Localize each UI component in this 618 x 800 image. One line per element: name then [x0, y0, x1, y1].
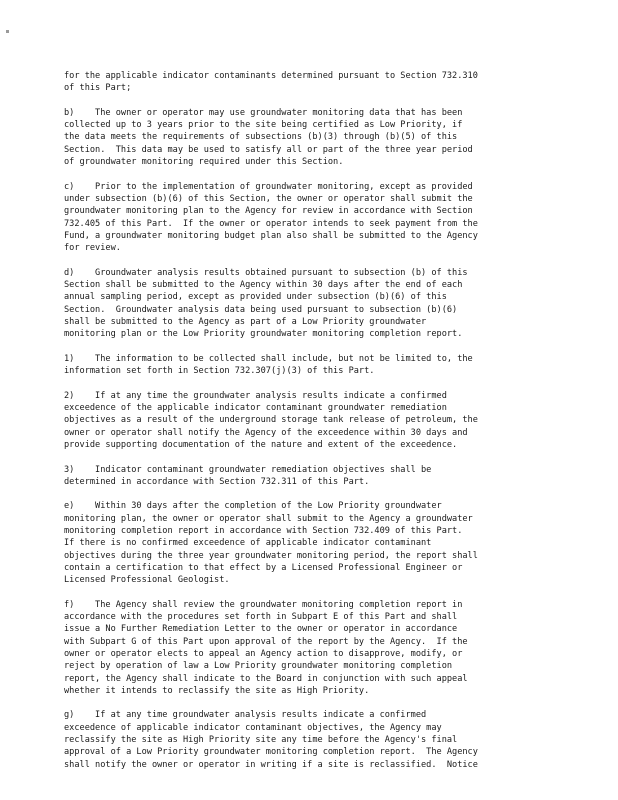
text-line: f) The Agency shall review the groundwater monitoring completion report in: [64, 599, 463, 610]
text-line: groundwater monitoring plan to the Agency for review in accordance with Section: [64, 206, 473, 217]
text-line: accordance with the procedures set forth in Subpart E of this Part and shall: [64, 612, 458, 623]
text-line: c) Prior to the implementation of groundwater monitoring, except as provided: [64, 181, 473, 192]
text-line: for the applicable indicator contaminants determined pursuant to Section 732.310: [64, 71, 478, 81]
text-line: owner or operator shall notify the Agency of the exceedence within 30 days and: [64, 427, 468, 438]
text-line: Licensed Professional Geologist.: [64, 575, 230, 586]
document-body: [64, 70, 554, 783]
paragraph-c: [64, 181, 554, 255]
text-line: monitoring completion report in accordance with Section 732.409 of this Part.: [64, 525, 463, 536]
text-line: e) Within 30 days after the completion of the Low Priority groundwater: [64, 501, 442, 512]
text-line: Fund, a groundwater monitoring budget plan also shall be submitted to the Agency: [64, 230, 478, 241]
text-line: exceedence of the applicable indicator contaminant groundwater remediation: [64, 403, 447, 414]
text-line: reclassify the site as High Priority site any time before the Agency's final: [64, 735, 458, 746]
text-line: provide supporting documentation of the nature and extent of the exceedence.: [64, 439, 458, 450]
paragraph-d3: [64, 464, 554, 489]
text-line: information set forth in Section 732.307(j)(3) of this Part.: [64, 366, 375, 377]
text-line: the data meets the requirements of subsections (b)(3) through (b)(5) of this: [64, 132, 458, 143]
text-line: 2) If at any time the groundwater analysis results indicate a confirmed: [64, 390, 447, 401]
text-line: approval of a Low Priority groundwater monitoring completion report. The Agency: [64, 747, 478, 758]
text-line: annual sampling period, except as provided under subsection (b)(6) of this: [64, 292, 447, 303]
text-line: 1) The information to be collected shall include, but not be limited to, the: [64, 353, 473, 364]
text-line: shall be submitted to the Agency as part of a Low Priority groundwater: [64, 316, 427, 327]
text-line: objectives as a result of the underground storage tank release of petroleum, the: [64, 415, 478, 426]
text-line: shall notify the owner or operator in writing if a site is reclassified. Notice: [64, 759, 478, 770]
paragraph-e: [64, 500, 554, 586]
text-line: If there is no confirmed exceedence of applicable indicator contaminant: [64, 538, 432, 549]
text-line: b) The owner or operator may use groundwater monitoring data that has been: [64, 107, 463, 118]
text-line: whether it intends to reclassify the site as High Priority.: [64, 685, 370, 696]
paragraph-intro: [64, 70, 554, 95]
text-line: objectives during the three year groundwater monitoring period, the report shall: [64, 550, 478, 561]
text-line: 3) Indicator contaminant groundwater remediation objectives shall be: [64, 464, 432, 475]
paragraph-b: [64, 107, 554, 168]
text-line: Section shall be submitted to the Agency within 30 days after the end of each: [64, 280, 463, 291]
text-line: of this Part;: [64, 83, 132, 94]
text-line: determined in accordance with Section 732.311 of this Part.: [64, 476, 370, 487]
text-line: monitoring plan or the Low Priority groundwater monitoring completion report.: [64, 329, 463, 340]
text-line: report, the Agency shall indicate to the Board in conjunction with such appeal: [64, 673, 468, 684]
paragraph-d2: [64, 390, 554, 451]
text-line: Section. This data may be used to satisfy all or part of the three year period: [64, 144, 473, 155]
paragraph-d: [64, 267, 554, 341]
text-line: Section. Groundwater analysis data being used pursuant to subsection (b)(6): [64, 304, 458, 315]
text-line: g) If at any time groundwater analysis results indicate a confirmed: [64, 710, 427, 721]
text-line: of groundwater monitoring required under this Section.: [64, 157, 344, 168]
text-line: reject by operation of law a Low Priority groundwater monitoring completion: [64, 661, 453, 672]
scan-speck: [6, 30, 9, 33]
text-line: exceedence of applicable indicator contaminant objectives, the Agency may: [64, 722, 442, 733]
paragraph-f: [64, 599, 554, 697]
paragraph-d1: [64, 353, 554, 378]
text-line: d) Groundwater analysis results obtained pursuant to subsection (b) of this: [64, 267, 468, 278]
text-line: monitoring plan, the owner or operator shall submit to the Agency a groundwater: [64, 513, 473, 524]
text-line: for review.: [64, 243, 121, 254]
text-line: collected up to 3 years prior to the site being certified as Low Priority, if: [64, 120, 463, 131]
text-line: issue a No Further Remediation Letter to the owner or operator in accordance: [64, 624, 458, 635]
text-line: 732.405 of this Part. If the owner or operator intends to seek payment from the: [64, 218, 478, 229]
text-line: under subsection (b)(6) of this Section, the owner or operator shall submit the: [64, 193, 473, 204]
text-line: owner or operator elects to appeal an Agency action to disapprove, modify, or: [64, 648, 463, 659]
text-line: contain a certification to that effect by a Licensed Professional Engineer or: [64, 562, 463, 573]
text-line: with Subpart G of this Part upon approval of the report by the Agency. If the: [64, 636, 468, 647]
paragraph-g: [64, 709, 554, 770]
